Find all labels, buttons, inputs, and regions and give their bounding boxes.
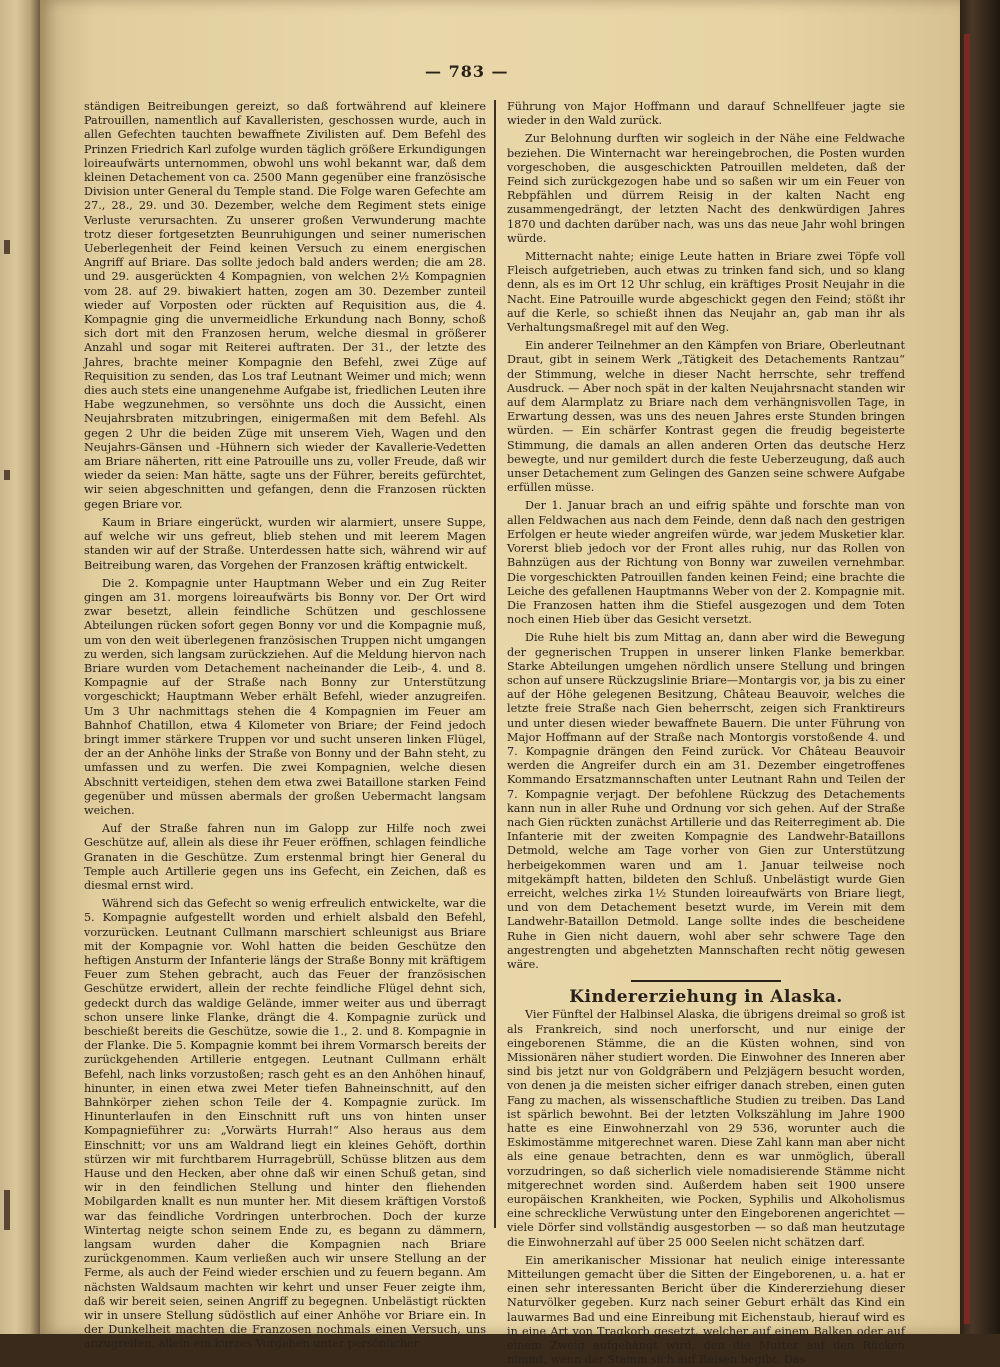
paragraph: ständigen Beitreibungen gereizt, so daß fortwährend auf kleinere Patrouillen, namentlich auf Kavalleristen, geschossen wurde, auch in allen Gefechten tauchten bewaffnete Zivilisten auf. Dem Befehl des Prinzen Friedrich Karl zufolge wurden täglich größere Erkundigungen loireaufwärts unternommen, obwohl uns wohl bekannt war, daß dem kleinen Detachement von ca. 2500 Mann gegenüber eine französische Division unter General du Temple stand. Die Folge waren Gefechte am 27., 28., 29. und 30. Dezember, welche dem Regiment stets einige Verluste verursachten. Zu unserer großen Verwunderung machte trotz dieser fortgesetzten Beunruhigungen und seiner numerischen Ueberlegenheit der Feind keinen Versuch zu einem energischen Angriff auf Briare. Das sollte jedoch bald anders werden; die am 28. und 29. ausgerückten 4 Kompagnien, von welchen 2½ Kompagnien vom 28. auf 29. biwakiert hatten, zogen am 30. Dezember zunteil wieder auf Vorposten oder rückten auf Requisition aus, die 4. Kompagnie ging die unvermeidliche Erkundung nach Bonny, schoß sich dort mit den Franzosen herum, welche diesmal in größerer Anzahl und sogar mit Reiterei auftraten. Der 31., der letzte des Jahres, brachte meiner Kompagnie den Befehl, zwei Züge auf Requisition zu senden, das Los traf Leutnant Weimer und mich; wenn dies auch stets eine unangenehme Aufgabe ist, friedlichen Leuten ihre Habe wegzunehmen, so versöhnte uns doch die Aussicht, einen Neujahrsbraten mitzubringen, einigermaßen mit dem Befehl. Als gegen 2 Uhr die beiden Züge mit unserem Vieh, Wagen und den Neujahrs-Gänsen und -Hühnern sich wieder der Kavallerie-Vedetten am Briare näherten, ritt eine Patrouille uns zu, voller Freude, daß wir wieder da seien: Man hätte, sagte uns der Führer, bereits gefürchtet, wir seien abgeschnitten und gefangen, denn die Franzosen rückten gegen Briare vor. [84, 100, 486, 511]
paragraph: Führung von Major Hoffmann und darauf Schnellfeuer jagte sie wieder in den Wald zurück. [507, 100, 905, 128]
left-column [84, 100, 486, 1351]
column-divider [494, 100, 496, 1228]
paragraph: Kaum in Briare eingerückt, wurden wir alarmiert, unsere Suppe, auf welche wir uns gefreut, blieb stehen und mit leerem Magen standen wir auf der Straße. Unterdessen hatte sich, während wir auf Beitreibung waren, das Vorgehen der Franzosen kräftig entwickelt. [84, 515, 486, 572]
page-number: — 783 — [425, 62, 509, 81]
paragraph: Ein anderer Teilnehmer an den Kämpfen von Briare, Oberleutnant Draut, gibt in seinem Werk „Tätigkeit des Detachements Rantzau“ der Stimmung, welche in dieser Nacht herrschte, sehr treffend Ausdruck. — Aber noch spät in der kalten Neujahrsnacht standen wir auf dem Alarmplatz zu Briare nach dem verhängnisvollen Tage, in Erwartung dessen, was uns des neuen Jahres erste Stunden bringen würden. — Ein schärfer Kontrast gegen die freudig begeisterte Stimmung, die damals an allen anderen Orten das deutsche Herz bewegte, und nur gemildert durch die feste Ueberzeugung, daß auch unser Detachement zum Gelingen des Ganzen seine schwere Aufgabe erfüllen müsse. [507, 339, 905, 495]
article-paragraph: Vier Fünftel der Halbinsel Alaska, die übrigens dreimal so groß ist als Frankreich, sind noch unerforscht, und nur einige der eingeborenen Stämme, die an die Küsten wohnen, sind von Missionären näher studiert worden. Die Einwohner des Inneren aber sind bis jetzt nur von Goldgräbern und Pelzjägern besucht worden, von denen ja die meisten sicher eifriger danach streben, einen guten Fang zu machen, als wissenschaftliche Studien zu treiben. Das Land ist spärlich bewohnt. Bei der letzten Volkszählung im Jahre 1900 hatte es eine Einwohnerzahl von 29 536, worunter auch die Eskimostämme mitgerechnet waren. Diese Zahl kann man aber nicht als eine genaue betrachten, denn es war unmöglich, überall vorzudringen, so daß sicherlich viele nomadisierende Stämme nicht mitgerechnet worden sind. Außerdem haben seit 1900 unsere europäischen Krankheiten, wie Pocken, Syphilis und Alkoholismus eine schreckliche Verwüstung unter den Eingeborenen angerichtet — viele Dörfer sind vollständig ausgestorben — so daß man heutzutage die Einwohnerzahl auf über 25 000 Seelen nicht schätzen darf. [507, 1008, 905, 1249]
paragraph: Die Ruhe hielt bis zum Mittag an, dann aber wird die Bewegung der gegnerischen Truppen in unserer linken Flanke bemerkbar. Starke Abteilungen umgehen nördlich unsere Stellung und bringen schon auf unsere Rückzugslinie Briare—Montargis vor, ja bis zu einer auf der Höhe gelegenen Besitzung, Château Beauvoir, welches die letzte freie Straße nach Gien beherrscht, zeigen sich Franktireurs und unter diesen wieder bewaffnete Bauern. Die unter Führung von Major Hoffmann auf der Straße nach Montorgis vorstoßende 4. und 7. Kompagnie drängen den Feind zurück. Vor Château Beauvoir werden die Angreifer durch ein am 31. Dezember eingetroffenes Kommando Ersatzmannschaften unter Leutnant Rahn und Teilen der 7. Kompagnie verjagt. Der befohlene Rückzug des Detachements kann nun in aller Ruhe und Ordnung vor sich gehen. Auf der Straße nach Gien rückten zunächst Artillerie und das Reiterregiment ab. Die Infanterie mit der zweiten Kompagnie des Landwehr-Bataillons Detmold, welche am Tage vorher von Gien zur Unterstützung herbeigekommen waren und am 1. Januar teilweise noch mitgekämpft hatten, bildeten den Schluß. Unbelästigt wurde Gien erreicht, welches zirka 1½ Stunden loireaufwärts von Briare liegt, und von dem Detachement besetzt wurde, im Verein mit dem Landwehr-Bataillon Detmold. Lange sollte indes die bescheidene Ruhe in Gien nicht dauern, wohl aber sehr schwere Tage den angestrengten und abgehetzten Mannschaften recht nötig gewesen wäre. [507, 631, 905, 971]
page-edge [960, 0, 1000, 1334]
paragraph: Während sich das Gefecht so wenig erfreulich entwickelte, war die 5. Kompagnie aufgestellt worden und erhielt alsbald den Befehl, vorzurücken. Leutnant Cullmann marschiert schleunigst aus Briare mit der Kompagnie vor. Wohl hatten die beiden Geschütze den heftigen Ansturm der Infanterie längs der Straße Bonny mit kräftigem Feuer zum Stehen gebracht, auch das Feuer der französischen Geschütze erwidert, allein der rechte feindliche Flügel dehnt sich, gedeckt durch das waldige Gelände, immer weiter aus und überragt schon unsere linke Flanke, drängt die 4. Kompagnie zurück und beschießt bereits die Geschütze, sowie die 1., 2. und 8. Kompagnie in der Flanke. Die 5. Kompagnie kommt bei ihrem Vormarsch bereits der zurückgehenden Artillerie entgegen. Leutnant Cullmann erhält Befehl, nach links vorzustoßen; rasch geht es an den Anhöhen hinauf, hinunter, in einen etwa zwei Meter tiefen Bahneinschnitt, auf den Bahnkörper ziehen schon Teile der 4. Kompagnie zurück. Im Hinunterlaufen in den Einschnitt ruft uns von hinten unser Kompagnieführer zu: „Vorwärts Hurrah!“ Also heraus aus dem Einschnitt; vor uns am Waldrand liegt ein kleines Gehöft, dorthin stürzen wir mit furchtbarem Hurragebrüll, Schüsse blitzen aus dem Hause und den Hecken, aber ohne daß wir einen Schuß getan, sind wir in den feindlichen Stellung und hinter den fliehenden Mobilgarden knallt es nun munter her. Mit diesem kräftigen Vorstoß war das feindliche Vordringen unterbrochen. Doch der kurze Wintertag neigte schon seinem Ende zu, es begann zu dämmern, langsam wurden daher die Kompagnien nach Briare zurückgenommen. Kaum verließen auch wir unsere Stellung an der Ferme, als auch der Feind wieder erschien und zu feuern begann. Am nächsten Waldsaum machten wir kehrt und unser Feuer zeigte ihm, daß wir bereit seien, seinen Angriff zu begegnen. Unbelästigt rückten wir in unsere Stellung südöstlich auf einer Anhöhe vor Briare ein. In der Dunkelheit machten die Franzosen nochmals einen Versuch, uns anzugreifen, allein ein kurzes Vorgehen unter persönlicher [84, 897, 486, 1351]
article-title: Kindererziehung in Alaska. [569, 987, 843, 1008]
book-binding [0, 0, 40, 1334]
paragraph: Auf der Straße fahren nun im Galopp zur Hilfe noch zwei Geschütze auf, allein als diese ihr Feuer eröffnen, schlagen feindliche Granaten in die Geschütze. Zum erstenmal bringt hier General du Temple auch Artillerie gegen uns ins Gefecht, ein Zeichen, daß es diesmal ernst wird. [84, 822, 486, 892]
paragraph: Der 1. Januar brach an und eifrig spähte und forschte man von allen Feldwachen aus nach dem Feinde, denn daß nach den gestrigen Erfolgen er heute wieder angreifen würde, war jedem Musketier klar. Vorerst blieb jedoch vor der Front alles ruhig, nur das Rollen von Bahnzügen aus der Richtung von Bonny war zuweilen vernehmbar. Die vorgeschickten Patrouillen fanden keinen Feind; eine brachte die Leiche des gefallenen Hauptmanns Weber von der 2. Kompagnie mit. Die Franzosen hatten ihm die Stiefel ausgezogen und dem Toten noch einen Hieb über das Gesicht versetzt. [507, 499, 905, 627]
paragraph: Zur Belohnung durften wir sogleich in der Nähe eine Feldwache beziehen. Die Winternacht war hereingebrochen, die Posten wurden vorgeschoben, die ausgeschickten Patrouillen meldeten, daß der Feind sich zurückgezogen habe und so saßen wir um ein Feuer von Rebpfählen und dürrem Reisig in der kalten Nacht eng zusammengedrängt, der letzten Nacht des denkwürdigen Jahres 1870 und dachten darüber nach, was uns das neue Jahr wohl bringen würde. [507, 132, 905, 245]
right-column [507, 100, 905, 1367]
paragraph: Mitternacht nahte; einige Leute hatten in Briare zwei Töpfe voll Fleisch aufgetrieben, auch etwas zu trinken fand sich, und so klang denn, als es im Ort 12 Uhr schlug, ein kräftiges Prosit Neujahr in die Nacht. Eine Patrouille wurde abgeschickt gegen den Feind; stößt ihr auf die Kerle, so schießt ihnen das Neujahr an, gab man ihr als Verhaltungsmaßregel mit auf den Weg. [507, 250, 905, 335]
article-paragraph: Ein amerikanischer Missionar hat neulich einige interessante Mitteilungen gemacht über die Sitten der Eingeborenen, u. a. hat er einen sehr interessanten Bericht über die Kindererziehung dieser Naturvölker gegeben. Kurz nach seiner Geburt erhält das Kind ein lauwarmes Bad und eine Einreibung mit Eichenstaub, hierauf wird es in eine Art von Tragkorb gesetzt, welcher auf einem Balken oder auf einem Zweig aufgehängt wird, den die Mutter auf den Rücken nimmt, wenn der Stamm sich auf Reisen begibt. Das [507, 1253, 905, 1367]
paragraph: Die 2. Kompagnie unter Hauptmann Weber und ein Zug Reiter gingen am 31. morgens loireaufwärts bis Bonny vor. Der Ort wird zwar besetzt, allein feindliche Schützen und geschlossene Abteilungen rücken sofort gegen Bonny vor und die Kompagnie muß, um von den weit überlegenen französischen Truppen nicht umgangen zu werden, sich langsam zurückziehen. Auf die Meldung hiervon nach Briare wurden vom Detachement nacheinander die Leib-, 4. und 8. Kompagnie auf der Straße nach Bonny zur Unterstützung vorgeschickt; Hauptmann Weber erhält Befehl, wieder anzugreifen. Um 3 Uhr nachmittags stehen die 4 Kompagnien im Feuer am Bahnhof Chatillon, etwa 4 Kilometer von Briare; der Feind jedoch bringt immer stärkere Truppen vor und sucht unseren linken Flügel, der an der Anhöhe links der Straße von Bonny und der Bahn steht, zu umfassen und zu werfen. Die zwei Kompagnien, welche diesen Abschnitt verteidigen, stehen dem etwa zwei Bataillone starken Feind gegenüber und müssen abermals der großen Uebermacht langsam weichen. [84, 576, 486, 817]
article-rule [631, 980, 781, 982]
